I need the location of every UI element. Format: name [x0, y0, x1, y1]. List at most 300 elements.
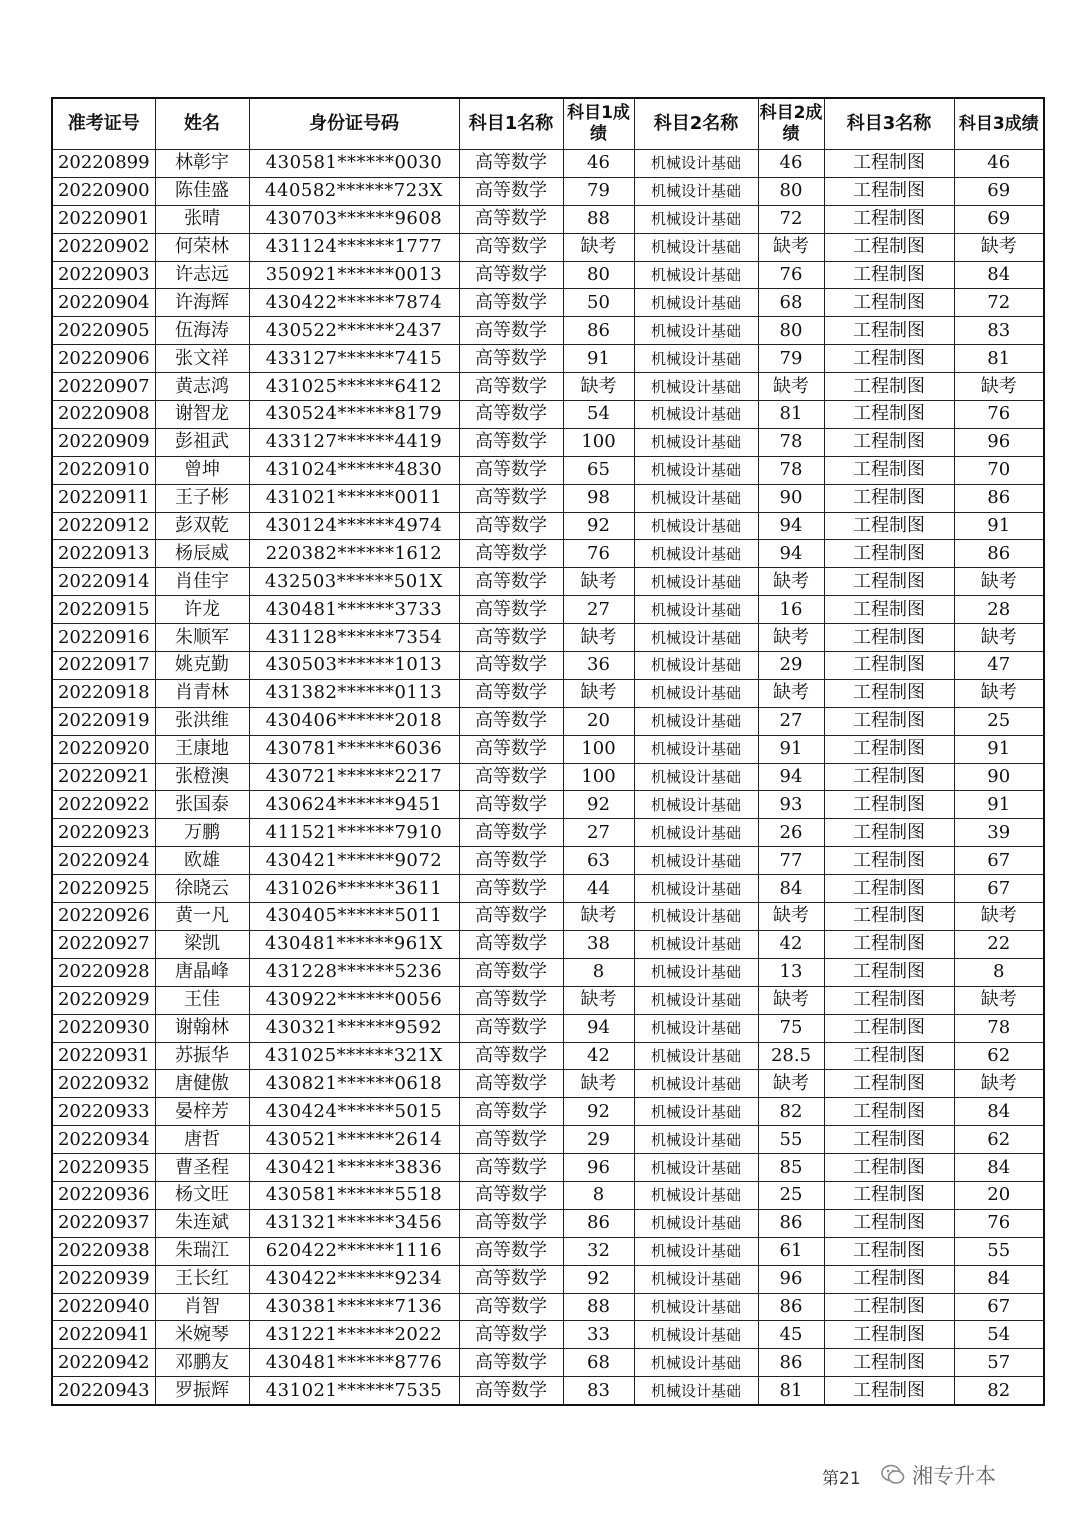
table-row — [52, 1321, 1044, 1349]
subject1-score-cell: 88 — [563, 1293, 634, 1321]
subject2-score-cell: 缺考 — [758, 986, 824, 1014]
exam-id-cell: 20220918 — [52, 679, 155, 707]
id-number-cell: 431221******2022 — [249, 1321, 459, 1349]
exam-id-cell: 20220916 — [52, 624, 155, 652]
id-number-cell: 430624******9451 — [249, 791, 459, 819]
subject3-score-cell: 62 — [954, 1126, 1044, 1154]
table-row — [52, 1126, 1044, 1154]
subject2-name-cell: 机械设计基础 — [634, 1070, 758, 1098]
subject3-score-cell: 86 — [954, 540, 1044, 568]
table-row — [52, 1349, 1044, 1377]
subject3-name-cell: 工程制图 — [824, 1098, 954, 1126]
exam-id-cell: 20220903 — [52, 261, 155, 289]
id-number-cell: 430421******3836 — [249, 1154, 459, 1182]
id-number-cell: 430321******9592 — [249, 1014, 459, 1042]
subject3-name-cell: 工程制图 — [824, 1377, 954, 1405]
name-cell: 张橙澳 — [155, 763, 249, 791]
exam-id-cell: 20220927 — [52, 930, 155, 958]
table-row — [52, 958, 1044, 986]
id-number-cell: 430703******9608 — [249, 205, 459, 233]
subject1-score-cell: 8 — [563, 958, 634, 986]
exam-id-cell: 20220908 — [52, 401, 155, 429]
subject3-score-cell: 78 — [954, 1014, 1044, 1042]
subject3-score-cell: 91 — [954, 512, 1044, 540]
table-row — [52, 986, 1044, 1014]
subject1-name-cell: 高等数学 — [459, 875, 563, 903]
subject3-name-cell: 工程制图 — [824, 512, 954, 540]
subject3-name-cell: 工程制图 — [824, 1209, 954, 1237]
subject1-name-cell: 高等数学 — [459, 512, 563, 540]
subject1-score-cell: 100 — [563, 428, 634, 456]
subject3-score-cell: 缺考 — [954, 1070, 1044, 1098]
exam-id-cell: 20220939 — [52, 1265, 155, 1293]
table-row — [52, 679, 1044, 707]
subject3-score-cell: 72 — [954, 289, 1044, 317]
subject3-score-cell: 69 — [954, 205, 1044, 233]
name-cell: 杨文旺 — [155, 1181, 249, 1209]
subject2-name-cell: 机械设计基础 — [634, 261, 758, 289]
id-number-cell: 220382******1612 — [249, 540, 459, 568]
subject1-score-cell: 92 — [563, 1265, 634, 1293]
subject1-name-cell: 高等数学 — [459, 289, 563, 317]
subject3-name-cell: 工程制图 — [824, 763, 954, 791]
subject2-score-cell: 82 — [758, 1098, 824, 1126]
header-subject1-name: 科目1名称 — [459, 98, 563, 150]
subject2-score-cell: 缺考 — [758, 679, 824, 707]
subject1-score-cell: 50 — [563, 289, 634, 317]
subject3-name-cell: 工程制图 — [824, 428, 954, 456]
subject3-score-cell: 81 — [954, 345, 1044, 373]
table-row — [52, 233, 1044, 261]
subject2-name-cell: 机械设计基础 — [634, 289, 758, 317]
subject2-name-cell: 机械设计基础 — [634, 1349, 758, 1377]
subject3-score-cell: 84 — [954, 261, 1044, 289]
exam-id-cell: 20220899 — [52, 150, 155, 178]
id-number-cell: 430424******5015 — [249, 1098, 459, 1126]
subject1-score-cell: 29 — [563, 1126, 634, 1154]
exam-id-cell: 20220924 — [52, 847, 155, 875]
id-number-cell: 430405******5011 — [249, 903, 459, 931]
table-row — [52, 763, 1044, 791]
table-row — [52, 512, 1044, 540]
subject1-score-cell: 38 — [563, 930, 634, 958]
subject3-score-cell: 84 — [954, 1265, 1044, 1293]
name-cell: 王子彬 — [155, 484, 249, 512]
subject1-score-cell: 96 — [563, 1154, 634, 1182]
subject2-score-cell: 77 — [758, 847, 824, 875]
exam-id-cell: 20220938 — [52, 1237, 155, 1265]
subject2-score-cell: 80 — [758, 317, 824, 345]
name-cell: 黄志鸿 — [155, 373, 249, 401]
subject1-name-cell: 高等数学 — [459, 428, 563, 456]
subject1-name-cell: 高等数学 — [459, 1377, 563, 1405]
exam-id-cell: 20220911 — [52, 484, 155, 512]
subject3-score-cell: 54 — [954, 1321, 1044, 1349]
subject3-name-cell: 工程制图 — [824, 289, 954, 317]
subject1-name-cell: 高等数学 — [459, 150, 563, 178]
subject1-name-cell: 高等数学 — [459, 1265, 563, 1293]
subject2-name-cell: 机械设计基础 — [634, 150, 758, 178]
exam-id-cell: 20220936 — [52, 1181, 155, 1209]
name-cell: 谢翰林 — [155, 1014, 249, 1042]
table-row — [52, 791, 1044, 819]
id-number-cell: 430922******0056 — [249, 986, 459, 1014]
subject1-name-cell: 高等数学 — [459, 903, 563, 931]
table-row — [52, 428, 1044, 456]
table-row — [52, 177, 1044, 205]
table-row — [52, 456, 1044, 484]
subject2-name-cell: 机械设计基础 — [634, 456, 758, 484]
subject3-name-cell: 工程制图 — [824, 568, 954, 596]
exam-id-cell: 20220907 — [52, 373, 155, 401]
table-row — [52, 345, 1044, 373]
subject1-name-cell: 高等数学 — [459, 986, 563, 1014]
subject1-score-cell: 83 — [563, 1377, 634, 1405]
subject1-name-cell: 高等数学 — [459, 1014, 563, 1042]
subject1-score-cell: 27 — [563, 596, 634, 624]
header-subject3-score: 科目3成绩 — [954, 98, 1044, 150]
exam-id-cell: 20220919 — [52, 707, 155, 735]
subject3-name-cell: 工程制图 — [824, 930, 954, 958]
exam-id-cell: 20220926 — [52, 903, 155, 931]
header-subject2-score: 科目2成绩 — [758, 98, 824, 150]
id-number-cell: 433127******4419 — [249, 428, 459, 456]
id-number-cell: 431321******3456 — [249, 1209, 459, 1237]
name-cell: 张晴 — [155, 205, 249, 233]
subject3-score-cell: 20 — [954, 1181, 1044, 1209]
subject3-score-cell: 69 — [954, 177, 1044, 205]
name-cell: 梁凯 — [155, 930, 249, 958]
subject3-score-cell: 缺考 — [954, 624, 1044, 652]
subject2-name-cell: 机械设计基础 — [634, 847, 758, 875]
exam-id-cell: 20220941 — [52, 1321, 155, 1349]
subject2-name-cell: 机械设计基础 — [634, 373, 758, 401]
subject3-name-cell: 工程制图 — [824, 205, 954, 233]
subject1-score-cell: 65 — [563, 456, 634, 484]
id-number-cell: 430124******4974 — [249, 512, 459, 540]
header-name: 姓名 — [155, 98, 249, 150]
subject2-name-cell: 机械设计基础 — [634, 484, 758, 512]
id-number-cell: 431025******6412 — [249, 373, 459, 401]
name-cell: 米婉琴 — [155, 1321, 249, 1349]
subject3-name-cell: 工程制图 — [824, 1349, 954, 1377]
name-cell: 晏梓芳 — [155, 1098, 249, 1126]
subject3-score-cell: 91 — [954, 791, 1044, 819]
subject1-name-cell: 高等数学 — [459, 456, 563, 484]
subject1-name-cell: 高等数学 — [459, 1321, 563, 1349]
subject3-name-cell: 工程制图 — [824, 1293, 954, 1321]
table-row — [52, 903, 1044, 931]
subject2-name-cell: 机械设计基础 — [634, 540, 758, 568]
subject2-score-cell: 81 — [758, 1377, 824, 1405]
subject1-score-cell: 92 — [563, 791, 634, 819]
subject2-name-cell: 机械设计基础 — [634, 986, 758, 1014]
id-number-cell: 431124******1777 — [249, 233, 459, 261]
subject1-score-cell: 33 — [563, 1321, 634, 1349]
subject2-score-cell: 29 — [758, 652, 824, 680]
exam-id-cell: 20220900 — [52, 177, 155, 205]
subject3-score-cell: 76 — [954, 401, 1044, 429]
watermark — [880, 1460, 996, 1490]
subject2-name-cell: 机械设计基础 — [634, 1126, 758, 1154]
watermark-text: 湘专升本 — [912, 1464, 996, 1488]
subject1-score-cell: 20 — [563, 707, 634, 735]
subject2-name-cell: 机械设计基础 — [634, 903, 758, 931]
id-number-cell: 440582******723X — [249, 177, 459, 205]
subject1-name-cell: 高等数学 — [459, 1070, 563, 1098]
subject1-score-cell: 32 — [563, 1237, 634, 1265]
table-row — [52, 1265, 1044, 1293]
table-row — [52, 373, 1044, 401]
name-cell: 彭双乾 — [155, 512, 249, 540]
subject1-score-cell: 46 — [563, 150, 634, 178]
subject2-score-cell: 缺考 — [758, 568, 824, 596]
name-cell: 肖佳宇 — [155, 568, 249, 596]
subject1-name-cell: 高等数学 — [459, 1042, 563, 1070]
table-row — [52, 735, 1044, 763]
id-number-cell: 411521******7910 — [249, 819, 459, 847]
subject2-score-cell: 28.5 — [758, 1042, 824, 1070]
name-cell: 苏振华 — [155, 1042, 249, 1070]
page-number: 第21 — [822, 1469, 861, 1489]
table-row — [52, 707, 1044, 735]
subject2-score-cell: 缺考 — [758, 624, 824, 652]
name-cell: 姚克勤 — [155, 652, 249, 680]
subject3-score-cell: 25 — [954, 707, 1044, 735]
subject2-score-cell: 68 — [758, 289, 824, 317]
id-number-cell: 430406******2018 — [249, 707, 459, 735]
subject3-score-cell: 缺考 — [954, 986, 1044, 1014]
subject3-score-cell: 90 — [954, 763, 1044, 791]
subject3-name-cell: 工程制图 — [824, 624, 954, 652]
table-row — [52, 401, 1044, 429]
table-row — [52, 819, 1044, 847]
subject2-score-cell: 25 — [758, 1181, 824, 1209]
name-cell: 曾坤 — [155, 456, 249, 484]
subject2-name-cell: 机械设计基础 — [634, 958, 758, 986]
subject3-name-cell: 工程制图 — [824, 847, 954, 875]
name-cell: 伍海涛 — [155, 317, 249, 345]
subject1-name-cell: 高等数学 — [459, 484, 563, 512]
exam-id-cell: 20220901 — [52, 205, 155, 233]
subject1-score-cell: 86 — [563, 317, 634, 345]
table-row — [52, 847, 1044, 875]
exam-id-cell: 20220922 — [52, 791, 155, 819]
exam-id-cell: 20220923 — [52, 819, 155, 847]
subject1-score-cell: 缺考 — [563, 373, 634, 401]
name-cell: 唐晶峰 — [155, 958, 249, 986]
subject1-name-cell: 高等数学 — [459, 1126, 563, 1154]
exam-id-cell: 20220933 — [52, 1098, 155, 1126]
subject3-name-cell: 工程制图 — [824, 903, 954, 931]
subject1-name-cell: 高等数学 — [459, 596, 563, 624]
table-row — [52, 205, 1044, 233]
table-row — [52, 652, 1044, 680]
subject1-score-cell: 42 — [563, 1042, 634, 1070]
subject2-score-cell: 26 — [758, 819, 824, 847]
exam-id-cell: 20220914 — [52, 568, 155, 596]
id-number-cell: 430503******1013 — [249, 652, 459, 680]
subject2-score-cell: 76 — [758, 261, 824, 289]
subject1-name-cell: 高等数学 — [459, 624, 563, 652]
name-cell: 王长红 — [155, 1265, 249, 1293]
name-cell: 彭祖武 — [155, 428, 249, 456]
subject3-name-cell: 工程制图 — [824, 233, 954, 261]
subject3-score-cell: 82 — [954, 1377, 1044, 1405]
name-cell: 朱顺军 — [155, 624, 249, 652]
subject1-name-cell: 高等数学 — [459, 1349, 563, 1377]
subject1-score-cell: 80 — [563, 261, 634, 289]
subject3-name-cell: 工程制图 — [824, 1237, 954, 1265]
subject2-name-cell: 机械设计基础 — [634, 1209, 758, 1237]
subject3-name-cell: 工程制图 — [824, 1014, 954, 1042]
wechat-icon — [880, 1462, 906, 1488]
id-number-cell: 430381******7136 — [249, 1293, 459, 1321]
subject1-name-cell: 高等数学 — [459, 763, 563, 791]
subject3-name-cell: 工程制图 — [824, 958, 954, 986]
subject1-score-cell: 100 — [563, 763, 634, 791]
subject1-name-cell: 高等数学 — [459, 205, 563, 233]
subject1-name-cell: 高等数学 — [459, 707, 563, 735]
exam-id-cell: 20220912 — [52, 512, 155, 540]
subject2-name-cell: 机械设计基础 — [634, 512, 758, 540]
name-cell: 张文祥 — [155, 345, 249, 373]
score-table — [51, 97, 1045, 1406]
subject2-name-cell: 机械设计基础 — [634, 233, 758, 261]
id-number-cell: 430522******2437 — [249, 317, 459, 345]
subject3-score-cell: 91 — [954, 735, 1044, 763]
subject2-score-cell: 42 — [758, 930, 824, 958]
subject3-name-cell: 工程制图 — [824, 1070, 954, 1098]
subject2-score-cell: 55 — [758, 1126, 824, 1154]
subject1-name-cell: 高等数学 — [459, 930, 563, 958]
table-row — [52, 289, 1044, 317]
exam-id-cell: 20220940 — [52, 1293, 155, 1321]
subject3-name-cell: 工程制图 — [824, 261, 954, 289]
exam-id-cell: 20220931 — [52, 1042, 155, 1070]
id-number-cell: 430422******7874 — [249, 289, 459, 317]
subject3-name-cell: 工程制图 — [824, 791, 954, 819]
exam-id-cell: 20220913 — [52, 540, 155, 568]
subject2-name-cell: 机械设计基础 — [634, 624, 758, 652]
exam-id-cell: 20220921 — [52, 763, 155, 791]
subject3-name-cell: 工程制图 — [824, 652, 954, 680]
table-row — [52, 1377, 1044, 1405]
subject2-name-cell: 机械设计基础 — [634, 1265, 758, 1293]
subject3-score-cell: 76 — [954, 1209, 1044, 1237]
subject2-name-cell: 机械设计基础 — [634, 1042, 758, 1070]
subject2-name-cell: 机械设计基础 — [634, 679, 758, 707]
id-number-cell: 430421******9072 — [249, 847, 459, 875]
subject3-name-cell: 工程制图 — [824, 317, 954, 345]
subject1-name-cell: 高等数学 — [459, 652, 563, 680]
table-row — [52, 1014, 1044, 1042]
header-id-number: 身份证号码 — [249, 98, 459, 150]
subject1-score-cell: 44 — [563, 875, 634, 903]
subject2-name-cell: 机械设计基础 — [634, 652, 758, 680]
subject2-score-cell: 78 — [758, 456, 824, 484]
name-cell: 朱连斌 — [155, 1209, 249, 1237]
subject3-score-cell: 缺考 — [954, 903, 1044, 931]
exam-id-cell: 20220905 — [52, 317, 155, 345]
subject1-name-cell: 高等数学 — [459, 735, 563, 763]
subject2-score-cell: 94 — [758, 540, 824, 568]
subject2-score-cell: 79 — [758, 345, 824, 373]
name-cell: 谢智龙 — [155, 401, 249, 429]
subject1-name-cell: 高等数学 — [459, 679, 563, 707]
subject1-score-cell: 缺考 — [563, 903, 634, 931]
subject3-name-cell: 工程制图 — [824, 373, 954, 401]
subject1-score-cell: 36 — [563, 652, 634, 680]
id-number-cell: 431026******3611 — [249, 875, 459, 903]
subject1-score-cell: 91 — [563, 345, 634, 373]
table-row — [52, 568, 1044, 596]
subject1-name-cell: 高等数学 — [459, 958, 563, 986]
subject2-score-cell: 90 — [758, 484, 824, 512]
subject2-score-cell: 94 — [758, 512, 824, 540]
name-cell: 万鹏 — [155, 819, 249, 847]
table-row — [52, 1098, 1044, 1126]
subject3-score-cell: 缺考 — [954, 373, 1044, 401]
subject1-name-cell: 高等数学 — [459, 1237, 563, 1265]
id-number-cell: 430422******9234 — [249, 1265, 459, 1293]
table-header-row — [52, 98, 1044, 150]
exam-id-cell: 20220917 — [52, 652, 155, 680]
id-number-cell: 431024******4830 — [249, 456, 459, 484]
name-cell: 何荣林 — [155, 233, 249, 261]
subject2-name-cell: 机械设计基础 — [634, 1321, 758, 1349]
subject3-score-cell: 70 — [954, 456, 1044, 484]
table-row — [52, 1042, 1044, 1070]
subject1-score-cell: 76 — [563, 540, 634, 568]
subject2-name-cell: 机械设计基础 — [634, 401, 758, 429]
id-number-cell: 430581******0030 — [249, 150, 459, 178]
subject2-name-cell: 机械设计基础 — [634, 819, 758, 847]
subject1-score-cell: 79 — [563, 177, 634, 205]
subject1-score-cell: 92 — [563, 1098, 634, 1126]
subject1-name-cell: 高等数学 — [459, 819, 563, 847]
name-cell: 许海辉 — [155, 289, 249, 317]
subject3-score-cell: 84 — [954, 1154, 1044, 1182]
subject3-score-cell: 8 — [954, 958, 1044, 986]
id-number-cell: 431382******0113 — [249, 679, 459, 707]
exam-id-cell: 20220928 — [52, 958, 155, 986]
subject2-name-cell: 机械设计基础 — [634, 1098, 758, 1126]
exam-id-cell: 20220929 — [52, 986, 155, 1014]
subject3-name-cell: 工程制图 — [824, 1126, 954, 1154]
exam-id-cell: 20220920 — [52, 735, 155, 763]
table-row — [52, 1181, 1044, 1209]
subject3-name-cell: 工程制图 — [824, 679, 954, 707]
subject1-name-cell: 高等数学 — [459, 401, 563, 429]
subject3-name-cell: 工程制图 — [824, 596, 954, 624]
subject2-name-cell: 机械设计基础 — [634, 428, 758, 456]
id-number-cell: 430821******0618 — [249, 1070, 459, 1098]
subject1-score-cell: 98 — [563, 484, 634, 512]
subject3-name-cell: 工程制图 — [824, 875, 954, 903]
subject2-name-cell: 机械设计基础 — [634, 875, 758, 903]
subject1-name-cell: 高等数学 — [459, 1209, 563, 1237]
subject1-score-cell: 94 — [563, 1014, 634, 1042]
table-row — [52, 1209, 1044, 1237]
subject2-score-cell: 84 — [758, 875, 824, 903]
subject1-score-cell: 缺考 — [563, 679, 634, 707]
subject1-name-cell: 高等数学 — [459, 791, 563, 819]
header-subject3-name: 科目3名称 — [824, 98, 954, 150]
name-cell: 林彰宇 — [155, 150, 249, 178]
subject2-name-cell: 机械设计基础 — [634, 791, 758, 819]
table-row — [52, 875, 1044, 903]
